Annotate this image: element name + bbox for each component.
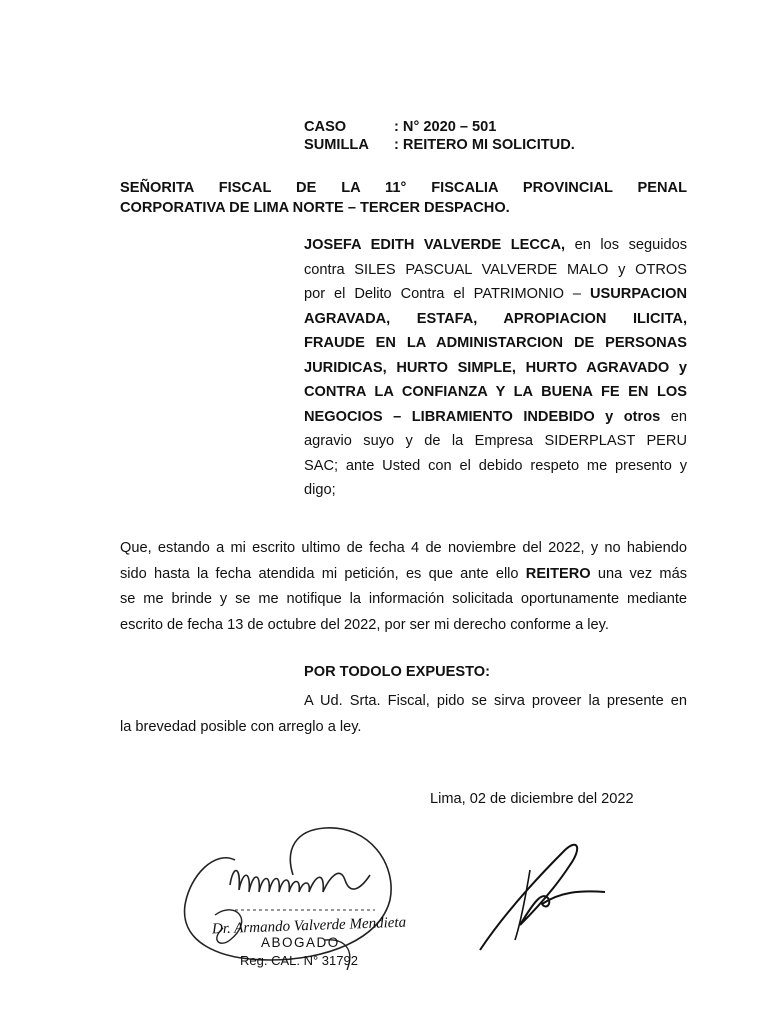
- stamp-registration: Reg. CAL. N° 31792: [240, 953, 358, 968]
- party-line-2: contra SILES PASCUAL VALVERDE MALO y OTROS: [304, 261, 687, 278]
- stamp-title: ABOGADO: [261, 935, 340, 950]
- party-line-5: FRAUDE EN LA ADMINISTARCION DE PERSONAS: [304, 335, 687, 351]
- party-line-7: CONTRA LA CONFIANZA Y LA BUENA FE EN LOS: [304, 384, 687, 400]
- closing-paragraph: [120, 688, 687, 740]
- case-number: : N° 2020 – 501: [394, 119, 497, 135]
- party-line-1: JOSEFA EDITH VALVERDE LECCA, en los seguidos: [304, 237, 687, 253]
- sumilla-value: : REITERO MI SOLICITUD.: [394, 137, 575, 153]
- sumilla-row: [304, 137, 575, 153]
- body-line-4: escrito de fecha 13 de octubre del 2022, por ser mi derecho conforme a ley.: [120, 616, 609, 633]
- addressee: [120, 178, 687, 218]
- party-line-4: AGRAVADA, ESTAFA, APROPIACION ILICITA,: [304, 310, 687, 327]
- addressee-line-1: SEÑORITA FISCAL DE LA 11° FISCALIA PROVINCIAL PENAL: [120, 180, 687, 196]
- party-introduction: [304, 233, 687, 503]
- closing-heading: POR TODOLO EXPUESTO:: [304, 664, 490, 680]
- date-line: Lima, 02 de diciembre del 2022: [430, 791, 634, 807]
- body-paragraph: [120, 536, 687, 638]
- party-line-3: por el Delito Contra el PATRIMONIO – USURPACION: [304, 286, 687, 302]
- stamp-name: Dr. Armando Valverde Mendieta: [211, 914, 407, 938]
- party-line-11: digo;: [304, 482, 336, 498]
- closing-line-2: la brevedad posible con arreglo a ley.: [120, 719, 362, 735]
- party-line-9: agravio suyo y de la Empresa SIDERPLAST PERU: [304, 433, 687, 449]
- body-line-2: sido hasta la fecha atendida mi petición, es que ante ello REITERO una vez más: [120, 565, 687, 582]
- case-label: CASO: [304, 119, 347, 135]
- case-row: [304, 119, 496, 135]
- sumilla-label: SUMILLA: [304, 137, 369, 153]
- party-line-10: SAC; ante Usted con el debido respeto me presento y: [304, 457, 687, 474]
- party-line-6: JURIDICAS, HURTO SIMPLE, HURTO AGRAVADO y: [304, 359, 687, 376]
- petitioner-name: JOSEFA EDITH VALVERDE LECCA,: [304, 237, 566, 253]
- party-line-8: NEGOCIOS – LIBRAMIENTO INDEBIDO y otros en: [304, 408, 687, 425]
- reitero-keyword: REITERO: [525, 565, 591, 582]
- closing-line-1: A Ud. Srta. Fiscal, pido se sirva proveer la presente en: [304, 693, 687, 709]
- body-line-3: se me brinde y se me notifique la información solicitada oportunamente mediante: [120, 591, 687, 607]
- petitioner-signature: [470, 830, 620, 960]
- addressee-line-2: CORPORATIVA DE LIMA NORTE – TERCER DESPACHO.: [120, 200, 510, 216]
- body-line-1: Que, estando a mi escrito ultimo de fecha 4 de noviembre del 2022, y no habiendo: [120, 540, 687, 556]
